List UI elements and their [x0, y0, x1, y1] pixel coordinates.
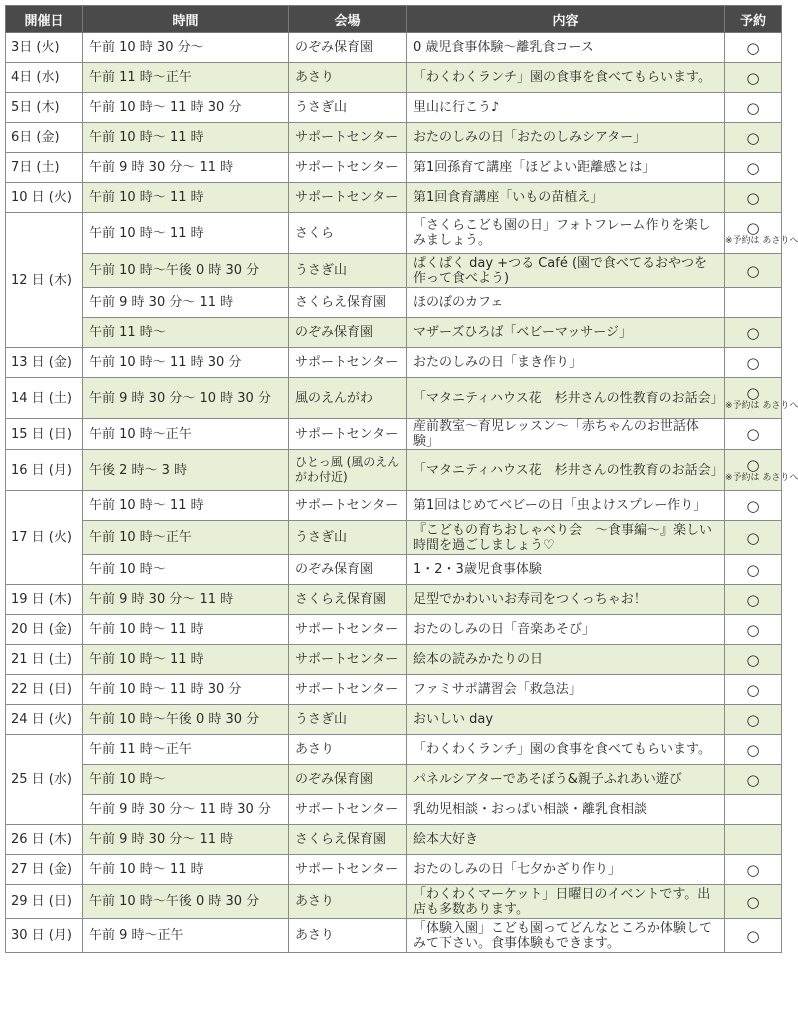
venue-cell: ひとっ風 (風のえんがわ付近): [289, 450, 407, 491]
content-cell: 「わくわくマーケット」日曜日のイベントです。出店も多数あります。: [407, 885, 725, 919]
content-cell: おいしい day: [407, 705, 725, 735]
date-cell: 12 日 (木): [6, 213, 83, 348]
venue-cell: サポートセンター: [289, 123, 407, 153]
venue-cell: あさり: [289, 919, 407, 953]
reservation-cell: [725, 123, 782, 153]
table-row: [6, 795, 782, 825]
reservation-mark: ○: [746, 383, 760, 402]
reservation-cell: [725, 615, 782, 645]
reservation-cell: [725, 645, 782, 675]
time-cell: 午前 10 時〜 11 時 30 分: [83, 93, 289, 123]
time-cell: 午後 2 時〜 3 時: [83, 450, 289, 491]
reservation-mark: ○: [746, 218, 760, 237]
content-cell: 0 歳児食事体験〜離乳食コース: [407, 33, 725, 63]
time-cell: 午前 10 時〜 11 時: [83, 123, 289, 153]
date-cell: 4日 (水): [6, 63, 83, 93]
venue-cell: サポートセンター: [289, 491, 407, 521]
reservation-mark: ○: [746, 98, 760, 117]
reservation-mark: ○: [746, 590, 760, 609]
reservation-mark: ○: [746, 323, 760, 342]
venue-cell: さくらえ保育園: [289, 585, 407, 615]
date-cell: 13 日 (金): [6, 348, 83, 378]
time-cell: 午前 10 時〜正午: [83, 521, 289, 555]
reservation-mark: ○: [746, 455, 760, 474]
table-row: [6, 254, 782, 288]
reservation-cell: [725, 153, 782, 183]
content-cell: パネルシアターであそぼう&親子ふれあい遊び: [407, 765, 725, 795]
time-cell: 午前 10 時〜 11 時: [83, 183, 289, 213]
reservation-mark: ○: [746, 860, 760, 879]
content-cell: ファミサポ講習会「救急法」: [407, 675, 725, 705]
reservation-cell: [725, 318, 782, 348]
table-row: [6, 675, 782, 705]
date-cell: 16 日 (月): [6, 450, 83, 491]
content-cell: おたのしみの日「音楽あそび」: [407, 615, 725, 645]
reservation-cell: [725, 348, 782, 378]
time-cell: 午前 11 時〜正午: [83, 63, 289, 93]
date-cell: 5日 (木): [6, 93, 83, 123]
content-cell: 「マタニティハウス花 杉井さんの性教育のお話会」: [407, 378, 725, 419]
reservation-cell: [725, 855, 782, 885]
reservation-mark: ○: [746, 926, 760, 945]
reservation-cell: [725, 885, 782, 919]
venue-cell: うさぎ山: [289, 254, 407, 288]
reservation-cell: [725, 288, 782, 318]
venue-cell: さくら: [289, 213, 407, 254]
content-cell: 「わくわくランチ」園の食事を食べてもらいます。: [407, 63, 725, 93]
reservation-cell: [725, 825, 782, 855]
time-cell: 午前 10 時〜 11 時: [83, 645, 289, 675]
reservation-mark: ○: [746, 892, 760, 911]
time-cell: 午前 10 時 30 分〜: [83, 33, 289, 63]
content-cell: 1・2・3歳児食事体験: [407, 555, 725, 585]
event-schedule-table: [5, 5, 798, 953]
reservation-cell: [725, 491, 782, 521]
venue-cell: あさり: [289, 735, 407, 765]
content-cell: おたのしみの日「七夕かざり作り」: [407, 855, 725, 885]
content-cell: 「わくわくランチ」園の食事を食べてもらいます。: [407, 735, 725, 765]
venue-cell: サポートセンター: [289, 153, 407, 183]
content-cell: マザーズひろば「ベビーマッサージ」: [407, 318, 725, 348]
venue-cell: あさり: [289, 885, 407, 919]
reservation-mark: ○: [746, 528, 760, 547]
reservation-mark: ○: [746, 740, 760, 759]
date-cell: 17 日 (火): [6, 491, 83, 585]
content-cell: 『こどもの育ちおしゃべり会 〜食事編〜』楽しい時間を過ごしましょう♡: [407, 521, 725, 555]
reservation-mark: ○: [746, 620, 760, 639]
table-row: [6, 735, 782, 765]
reservation-mark: ○: [746, 650, 760, 669]
content-cell: おたのしみの日「まき作り」: [407, 348, 725, 378]
venue-cell: うさぎ山: [289, 705, 407, 735]
time-cell: 午前 10 時〜午後 0 時 30 分: [83, 885, 289, 919]
table-row: [6, 419, 782, 450]
reservation-mark: ○: [746, 710, 760, 729]
table-row: [6, 93, 782, 123]
table-row: [6, 288, 782, 318]
venue-cell: サポートセンター: [289, 615, 407, 645]
venue-cell: サポートセンター: [289, 183, 407, 213]
table-row: [6, 183, 782, 213]
time-cell: 午前 9 時 30 分〜 11 時: [83, 153, 289, 183]
time-cell: 午前 9 時 30 分〜 10 時 30 分: [83, 378, 289, 419]
content-cell: 足型でかわいいお寿司をつくっちゃお！: [407, 585, 725, 615]
time-cell: 午前 10 時〜 11 時: [83, 615, 289, 645]
reservation-cell: [725, 93, 782, 123]
date-cell: 7日 (土): [6, 153, 83, 183]
venue-cell: サポートセンター: [289, 795, 407, 825]
reservation-cell: [725, 521, 782, 555]
reservation-mark: ○: [746, 38, 760, 57]
reservation-cell: [725, 183, 782, 213]
content-cell: ぱくぱく day +つる Café (園で食べてるおやつを作って食べよう): [407, 254, 725, 288]
venue-cell: のぞみ保育園: [289, 765, 407, 795]
table-row: [6, 521, 782, 555]
venue-cell: のぞみ保育園: [289, 318, 407, 348]
time-cell: 午前 10 時〜: [83, 765, 289, 795]
reservation-cell: [725, 450, 798, 491]
header-reservation: 予約: [725, 6, 782, 33]
table-row: [6, 63, 782, 93]
reservation-cell: [725, 33, 782, 63]
header-venue: 会場: [289, 6, 407, 33]
time-cell: 午前 11 時〜: [83, 318, 289, 348]
time-cell: 午前 10 時〜 11 時: [83, 855, 289, 885]
reservation-mark: ○: [746, 128, 760, 147]
date-cell: 10 日 (火): [6, 183, 83, 213]
time-cell: 午前 10 時〜午後 0 時 30 分: [83, 254, 289, 288]
content-cell: おたのしみの日「おたのしみシアター」: [407, 123, 725, 153]
time-cell: 午前 10 時〜午後 0 時 30 分: [83, 705, 289, 735]
date-cell: 29 日 (日): [6, 885, 83, 919]
table-row: [6, 378, 782, 419]
table-row: [6, 645, 782, 675]
content-cell: 絵本の読みかたりの日: [407, 645, 725, 675]
table-row: [6, 318, 782, 348]
date-cell: 27 日 (金): [6, 855, 83, 885]
reservation-mark: ○: [746, 496, 760, 515]
content-cell: 第1回孫育て講座「ほどよい距離感とは」: [407, 153, 725, 183]
reservation-cell: [725, 735, 782, 765]
reservation-note: ※予約は あさりへ: [725, 400, 798, 411]
content-cell: 「体験入園」こども園ってどんなところか体験してみて下さい。食事体験もできます。: [407, 919, 725, 953]
table-row: [6, 153, 782, 183]
table-row: [6, 450, 782, 491]
content-cell: 第1回はじめてベビーの日「虫よけスプレー作り」: [407, 491, 725, 521]
reservation-cell: [725, 675, 782, 705]
reservation-cell: [725, 419, 782, 450]
venue-cell: さくらえ保育園: [289, 288, 407, 318]
date-cell: 14 日 (土): [6, 378, 83, 419]
table-row: [6, 213, 782, 254]
venue-cell: のぞみ保育園: [289, 555, 407, 585]
reservation-cell: [725, 765, 782, 795]
header-date: 開催日: [6, 6, 83, 33]
reservation-cell: [725, 63, 782, 93]
time-cell: 午前 9 時 30 分〜 11 時: [83, 585, 289, 615]
table-row: [6, 885, 782, 919]
date-cell: 3日 (火): [6, 33, 83, 63]
date-cell: 6日 (金): [6, 123, 83, 153]
time-cell: 午前 10 時〜 11 時: [83, 491, 289, 521]
header-time: 時間: [83, 6, 289, 33]
table-row: [6, 765, 782, 795]
table-row: [6, 705, 782, 735]
content-cell: 乳幼児相談・おっぱい相談・離乳食相談: [407, 795, 725, 825]
time-cell: 午前 10 時〜正午: [83, 419, 289, 450]
date-cell: 24 日 (火): [6, 705, 83, 735]
table-row: [6, 123, 782, 153]
reservation-mark: ○: [746, 353, 760, 372]
venue-cell: 風のえんがわ: [289, 378, 407, 419]
reservation-mark: ○: [746, 188, 760, 207]
venue-cell: サポートセンター: [289, 348, 407, 378]
date-cell: 15 日 (日): [6, 419, 83, 450]
reservation-mark: ○: [746, 560, 760, 579]
reservation-cell: [725, 919, 782, 953]
date-cell: 20 日 (金): [6, 615, 83, 645]
reservation-cell: [725, 213, 798, 254]
reservation-mark: ○: [746, 261, 760, 280]
time-cell: 午前 9 時 30 分〜 11 時 30 分: [83, 795, 289, 825]
time-cell: 午前 9 時 30 分〜 11 時: [83, 825, 289, 855]
table-row: [6, 555, 782, 585]
reservation-mark: ○: [746, 680, 760, 699]
content-cell: ほのぼのカフェ: [407, 288, 725, 318]
reservation-note: ※予約は あさりへ: [725, 472, 798, 483]
venue-cell: サポートセンター: [289, 855, 407, 885]
content-cell: 第1回食育講座「いもの苗植え」: [407, 183, 725, 213]
reservation-cell: [725, 705, 782, 735]
date-cell: 21 日 (土): [6, 645, 83, 675]
date-cell: 22 日 (日): [6, 675, 83, 705]
venue-cell: のぞみ保育園: [289, 33, 407, 63]
time-cell: 午前 9 時 30 分〜 11 時: [83, 288, 289, 318]
reservation-mark: ○: [746, 770, 760, 789]
reservation-mark: ○: [746, 425, 760, 443]
time-cell: 午前 11 時〜正午: [83, 735, 289, 765]
date-cell: 26 日 (木): [6, 825, 83, 855]
date-cell: 25 日 (水): [6, 735, 83, 825]
content-cell: 「さくらこども園の日」フォトフレーム作りを楽しみましょう。: [407, 213, 725, 254]
table-row: [6, 919, 782, 953]
reservation-cell: [725, 254, 782, 288]
table-row: [6, 585, 782, 615]
table-row: [6, 825, 782, 855]
header-content: 内容: [407, 6, 725, 33]
table-row: [6, 491, 782, 521]
venue-cell: サポートセンター: [289, 675, 407, 705]
time-cell: 午前 9 時〜正午: [83, 919, 289, 953]
reservation-cell: [725, 795, 782, 825]
date-cell: 19 日 (木): [6, 585, 83, 615]
venue-cell: うさぎ山: [289, 93, 407, 123]
reservation-mark: ○: [746, 68, 760, 87]
date-cell: 30 日 (月): [6, 919, 83, 953]
content-cell: 絵本大好き: [407, 825, 725, 855]
content-cell: 「マタニティハウス花 杉井さんの性教育のお話会」: [407, 450, 725, 491]
venue-cell: サポートセンター: [289, 645, 407, 675]
venue-cell: あさり: [289, 63, 407, 93]
reservation-cell: [725, 585, 782, 615]
time-cell: 午前 10 時〜: [83, 555, 289, 585]
time-cell: 午前 10 時〜 11 時 30 分: [83, 675, 289, 705]
time-cell: 午前 10 時〜 11 時 30 分: [83, 348, 289, 378]
time-cell: 午前 10 時〜 11 時: [83, 213, 289, 254]
reservation-note: ※予約は あさりへ: [725, 235, 798, 246]
reservation-cell: [725, 378, 798, 419]
reservation-cell: [725, 555, 782, 585]
venue-cell: さくらえ保育園: [289, 825, 407, 855]
content-cell: 産前教室〜育児レッスン〜「赤ちゃんのお世話体験」: [407, 419, 725, 450]
content-cell: 里山に行こう♪: [407, 93, 725, 123]
header-row: [6, 6, 782, 33]
table-row: [6, 855, 782, 885]
table-row: [6, 615, 782, 645]
table-row: [6, 348, 782, 378]
venue-cell: うさぎ山: [289, 521, 407, 555]
reservation-mark: ○: [746, 158, 760, 177]
table-row: [6, 33, 782, 63]
venue-cell: サポートセンター: [289, 419, 407, 450]
